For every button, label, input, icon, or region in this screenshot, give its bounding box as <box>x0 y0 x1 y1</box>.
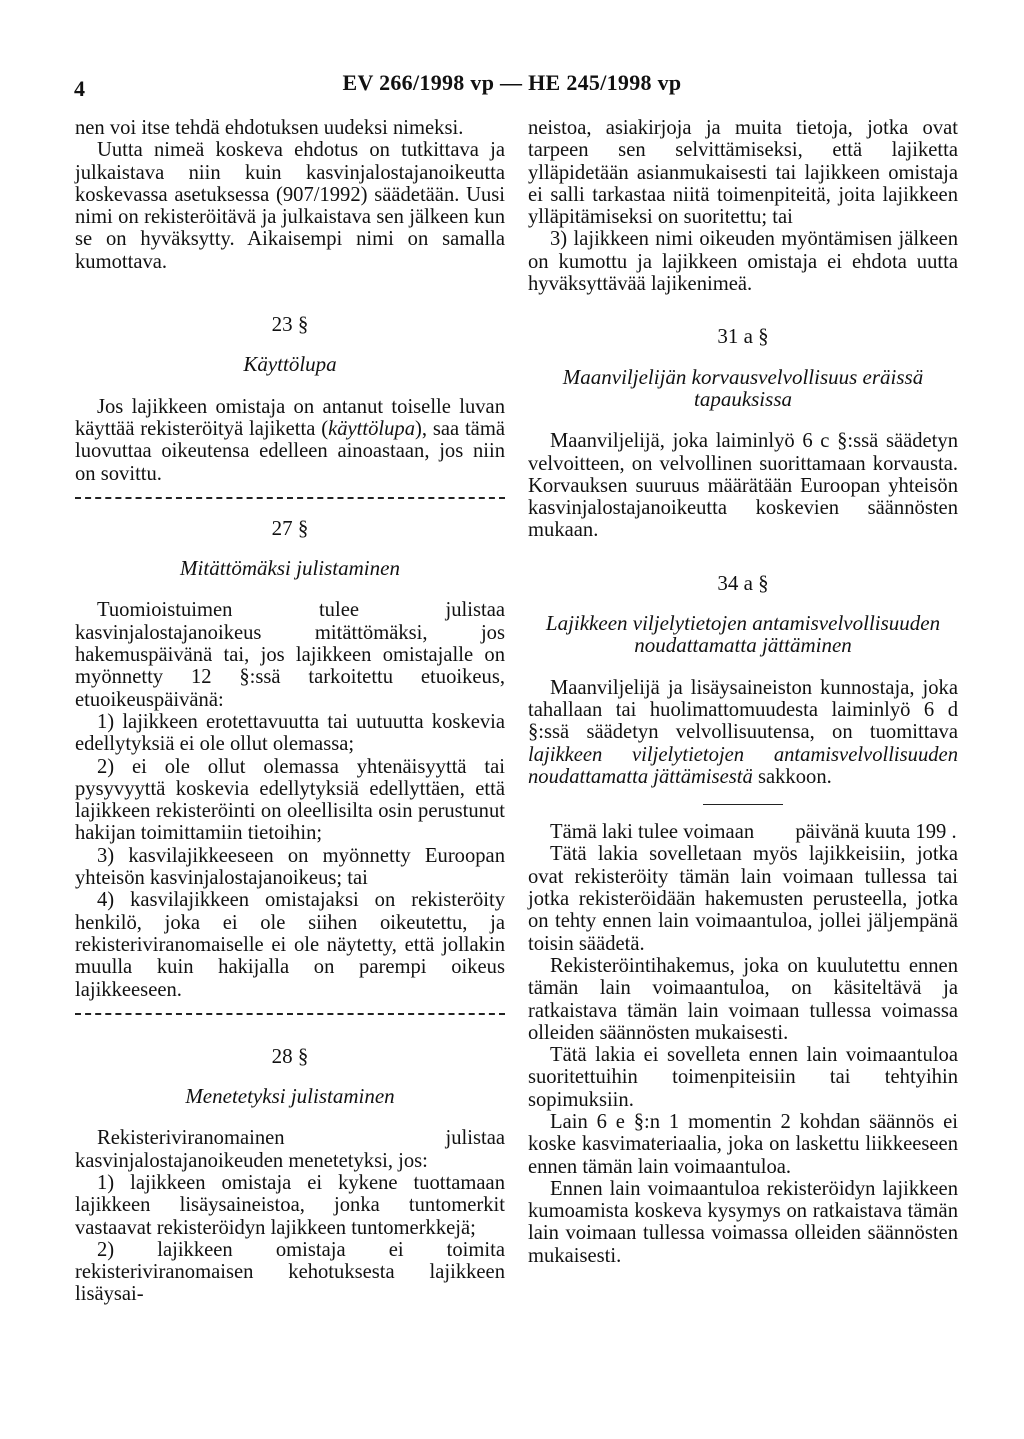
section-28-title: Menetetyksi julistaminen <box>185 1084 395 1109</box>
section-27-paragraph: Tuomioistuimen tulee julistaa kasvinjalostajanoikeus mitättömäksi, jos hakemuspäivänä tai, jos lajikkeen omistajalle on myönnetty 12 §:ssä tarkoitettu etuoikeus, etuoikeuspäivänä: <box>75 599 505 711</box>
section-31a-paragraph: Maanviljelijä, joka laiminlyö 6 c §:ssä säädetyn velvoitteen, on velvollinen suorittamaan korvausta. Korvauksen suuruus määrätään Euroopan yhteisön kasvinjalostajanoikeutta koskevien säännösten mukaan. <box>528 430 958 542</box>
section-27-item: 1) lajikkeen erotettavuutta tai uutuutta koskevia edellytyksiä ei ole ollut olemassa; <box>75 710 505 756</box>
section-27-item: 3) kasvilajikkeeseen on myönnetty Euroopan yhteisön kasvinjalostajanoikeus; tai <box>75 844 505 890</box>
section-34a-paragraph <box>528 677 958 788</box>
section-28-item: 2) lajikkeen omistaja ei toimita rekisteriviranomaisen kehotuksesta lajikkeen lisäysai- <box>75 1238 505 1306</box>
section-27-number: 27 § <box>271 515 309 540</box>
page-number: 4 <box>74 76 85 101</box>
section-23-text-start: Jos lajikkeen omistaja on antanut toiselle luvan käyttää rekisteröityä lajiketta ( <box>75 395 505 440</box>
section-23-term: käyttölupa <box>328 417 415 440</box>
transitional-paragraph: Ennen lain voimaantuloa rekisteröidyn lajikkeen kumoamista koskeva kysymys on ratkaistava tämän lain voimaan tullessa voimassa olleiden säännösten mukaisesti. <box>528 1177 958 1267</box>
section-28-item: 1) lajikkeen omistaja ei kykene tuottamaan lajikkeen lisäysaineistoa, jonka tuntomerkit vastaavat rekisteröidyn lajikkeen tuntomerkkejä; <box>75 1171 505 1239</box>
section-27-item: 4) kasvilajikkeen omistajaksi on rekisteröity henkilö, joka ei ole siihen oikeutettu, ja rekisteriviranomaiselle ei ole näytetty, että jollakin muulla kuin hakijalla on parempi oikeus lajikkeeseen. <box>75 889 505 1001</box>
continued-item: 3) lajikkeen nimi oikeuden myöntämisen jälkeen on kumottu ja lajikkeen omistaja ei ehdota uutta hyväksyttävää lajikenimeä. <box>528 228 958 296</box>
transitional-paragraph: Rekisteröintihakemus, joka on kuulutettu ennen tämän lain voimaantuloa, on käsiteltävä ja ratkaistava tämän lain voimaan tullessa voimassa olleiden säännösten mukaisesti. <box>528 954 958 1044</box>
section-23-title: Käyttölupa <box>243 352 337 377</box>
section-28-paragraph: Rekisteriviranomainen julistaa kasvinjalostajanoikeuden menetetyksi, jos: <box>75 1127 505 1172</box>
section-34a-offence: lajikkeen viljelytietojen antamisvelvollisuuden noudattamatta jättämisestä <box>528 743 958 788</box>
section-34a-text-start: Maanviljelijä ja lisäysaineiston kunnostaja, joka tahallaan tai huolimattomuudesta laiminlyö 6 d §:ssä säädetyn velvollisuutensa, on tuomittava <box>528 676 958 744</box>
section-34a-text-end: sakkoon. <box>752 765 832 788</box>
section-27-title: Mitättömäksi julistaminen <box>180 556 400 581</box>
left-column <box>75 117 505 1306</box>
section-31a-number: 31 a § <box>717 324 769 349</box>
section-23-number: 23 § <box>271 312 309 337</box>
continued-paragraph: neistoa, asiakirjoja ja muita tietoja, jotka ovat tarpeen sen selvittämiseksi, että lajiketta ylläpidetään asianmukaisesti tai lajikkeen omistaja ei salli tarkastaa niitä toimenpiteitä, joita lajikkeen ylläpitämiseksi on suoritettu; tai <box>528 117 958 229</box>
section-34a-title: Lajikkeen viljelytietojen antamisvelvollisuuden noudattamatta jättäminen <box>545 611 941 658</box>
omission-dash-line <box>75 1013 505 1015</box>
transitional-paragraph: Lain 6 e §:n 1 momentin 2 kohdan säännös ei koske kasvimateriaalia, joka on laskettu liikkeeseen ennen tämän lain voimaantuloa. <box>528 1110 958 1178</box>
section-27-item: 2) ei ole ollut olemassa yhtenäisyyttä tai pysyvyyttä koskevia edellytyksiä edellyttäen, että lajikkeen rekisteröinti on oleellisilta osin perustunut hakijan toimittamiin tietoihin; <box>75 755 505 845</box>
running-header: EV 266/1998 vp — HE 245/1998 vp <box>342 70 682 95</box>
right-column <box>528 117 958 1267</box>
section-34a-number: 34 a § <box>717 570 769 595</box>
entry-into-force-paragraph: Tämä laki tulee voimaan päivänä kuuta 199 . <box>550 821 957 844</box>
intro-paragraph-continued: nen voi itse tehdä ehdotuksen uudeksi nimeksi. <box>75 117 464 139</box>
section-31a-title: Maanviljelijän korvausvelvollisuus eräissä tapauksissa <box>562 364 924 411</box>
section-28-number: 28 § <box>271 1043 309 1068</box>
section-separator-rule <box>703 804 783 805</box>
section-23-paragraph <box>75 396 505 485</box>
transitional-paragraph: Tätä lakia sovelletaan myös lajikkeisiin, jotka ovat rekisteröity tämän lain voimaan tullessa tai jotka rekisteröidään hakemusten perusteella, jotka on tehty ennen lain voimaantuloa, jollei jäljempänä toisin säädetä. <box>528 843 958 955</box>
intro-paragraph: Uutta nimeä koskeva ehdotus on tutkittava ja julkaistava niin kuin kasvinjalostajanoikeutta koskevassa asetuksessa (907/1992) säädetään. Uusi nimi on rekisteröitävä ja julkaistava sen jälkeen kun se on hyväksytty. Aikaisempi nimi on samalla kumottava. <box>75 139 505 273</box>
section-23-text-end: ), saa tämä luovuttaa oikeutensa edelleen ainoastaan, jos niin on sovittu. <box>75 417 505 485</box>
transitional-paragraph: Tätä lakia ei sovelleta ennen lain voimaantuloa suoritettuihin toimenpiteisiin tai tehtyihin sopimuksiin. <box>528 1044 958 1111</box>
omission-dash-line <box>75 497 505 499</box>
